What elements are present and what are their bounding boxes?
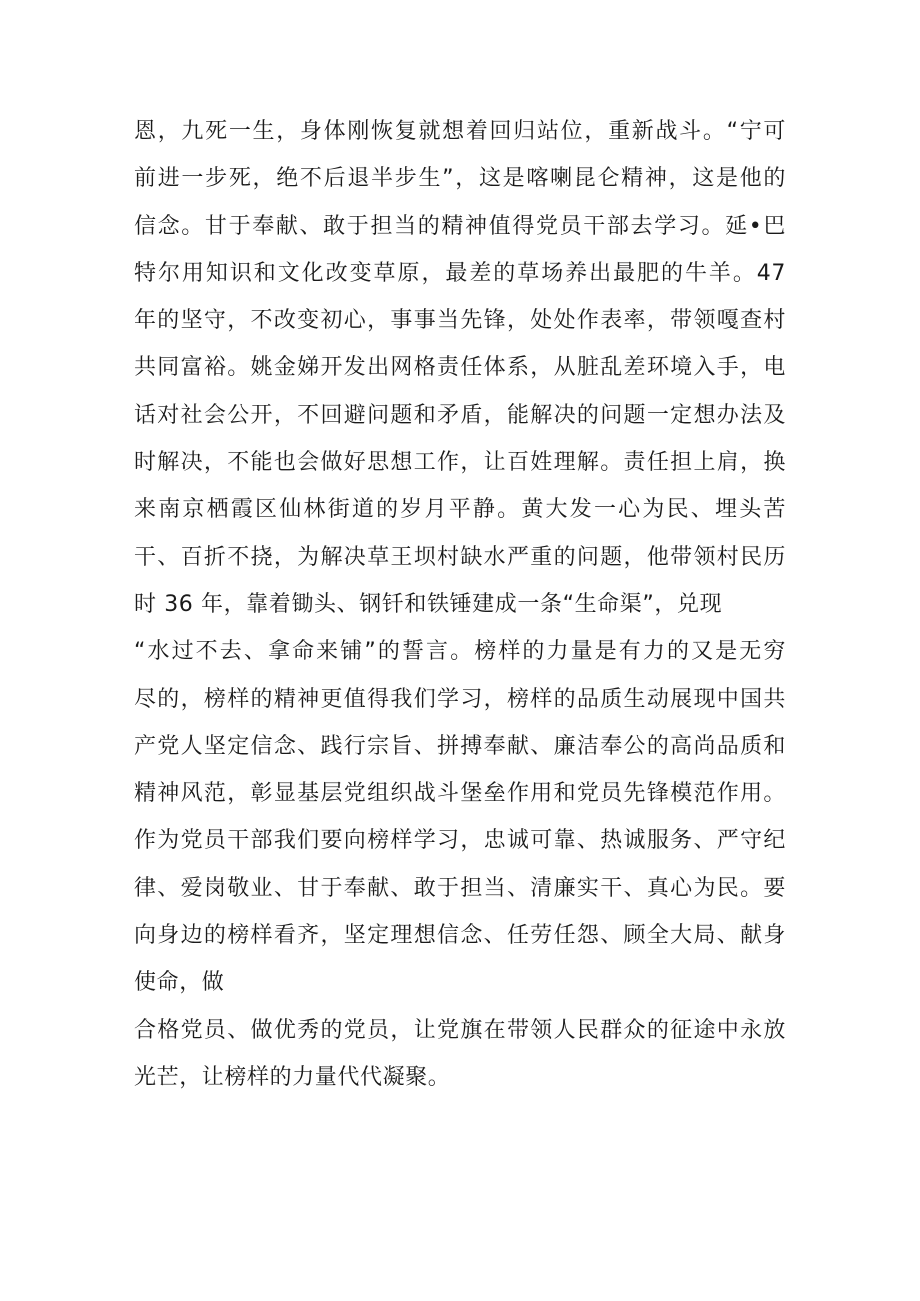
text-line: 特尔用知识和文化改变草原，最差的草场养出最肥的牛羊。47	[134, 260, 786, 286]
text-line: “水过不去、拿命来铺”的誓言。榜样的力量是有力的又是无穷	[134, 639, 786, 665]
text-line: 时解决，不能也会做好思想工作，让百姓理解。责任担上肩，换	[134, 450, 786, 476]
text-line: 时 36 年，靠着锄头、钢钎和铁锤建成一条“生命渠”，兑现	[134, 591, 723, 617]
text-line: 光芒，让榜样的力量代代凝聚。	[134, 1064, 451, 1090]
text-line: 精神风范，彰显基层党组织战斗堡垒作用和党员先锋模范作用。	[134, 781, 786, 807]
text-line: 共同富裕。姚金娣开发出网格责任体系，从脏乱差环境入手，电	[134, 355, 786, 381]
text-line: 合格党员、做优秀的党员，让党旗在带领人民群众的征途中永放	[134, 1017, 786, 1043]
text-line: 话对社会公开，不回避问题和矛盾，能解决的问题一定想办法及	[134, 402, 786, 428]
text-line: 年的坚守，不改变初心，事事当先锋，处处作表率，带领嘎查村	[134, 308, 786, 334]
text-line: 来南京栖霞区仙林街道的岁月平静。黄大发一心为民、埋头苦	[134, 497, 786, 523]
text-line: 产党人坚定信念、践行宗旨、拼搏奉献、廉洁奉公的高尚品质和	[134, 733, 786, 759]
text-line: 向身边的榜样看齐，坚定理想信念、任劳任怨、顾全大局、献身	[134, 923, 786, 949]
text-line: 律、爱岗敬业、甘于奉献、敢于担当、清廉实干、真心为民。要	[134, 875, 786, 901]
text-line: 尽的，榜样的精神更值得我们学习，榜样的品质生动展现中国共	[134, 686, 786, 712]
text-line: 作为党员干部我们要向榜样学习，忠诚可靠、热诚服务、严守纪	[134, 828, 786, 854]
text-line: 信念。甘于奉献、敢于担当的精神值得党员干部去学习。延•巴	[134, 213, 786, 239]
text-line: 前进一步死，绝不后退半步生”，这是喀喇昆仑精神，这是他的	[134, 166, 786, 192]
text-line: 使命，做	[134, 970, 225, 996]
text-line: 干、百折不挠，为解决草王坝村缺水严重的问题，他带领村民历	[134, 544, 786, 570]
body-text	[134, 108, 786, 1101]
text-line: 恩，九死一生，身体刚恢复就想着回归站位，重新战斗。“宁可	[134, 119, 786, 144]
